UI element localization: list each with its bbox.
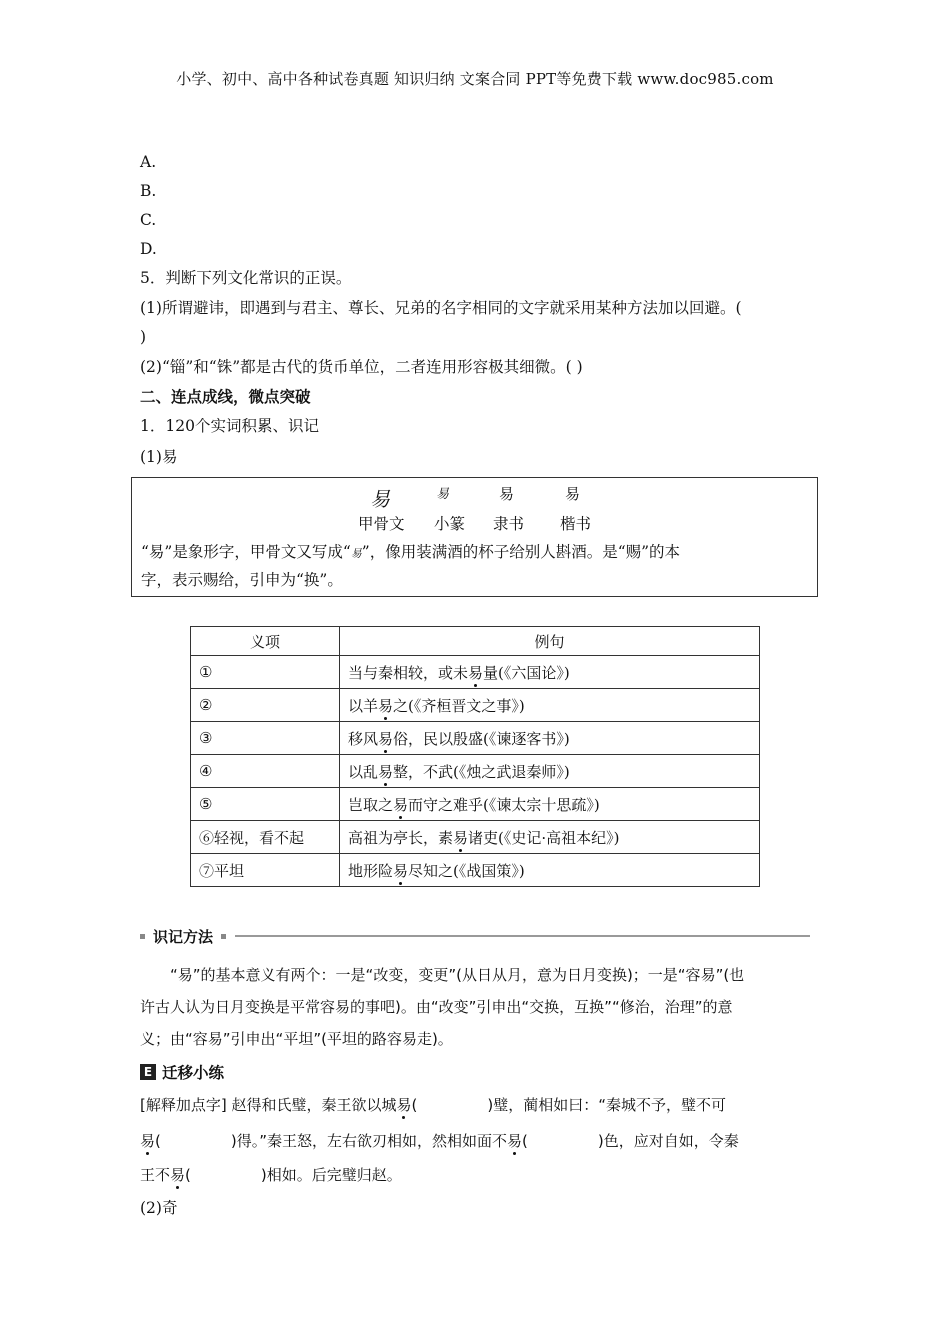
script-name-regular: 楷书 bbox=[560, 515, 592, 533]
next-character-label: (2)奇 bbox=[140, 1199, 178, 1217]
practice-line-3: 王不易( )相如。后完璧归赵。 bbox=[140, 1166, 402, 1184]
question-5-item-1-bracket: ) bbox=[140, 328, 147, 346]
example-cell: 岂取之易而守之难乎(《谏太宗十思疏》) bbox=[340, 788, 760, 821]
practice-line-2: 易( )得。”秦王怒，左右欲刃相如，然相如面不易( )色，应对自如，令秦 bbox=[140, 1132, 739, 1150]
meaning-cell: ① bbox=[191, 656, 340, 689]
meaning-cell: ③ bbox=[191, 722, 340, 755]
square-bullet-icon bbox=[140, 934, 145, 939]
table-header-row bbox=[191, 627, 760, 656]
regular-glyph: 易 bbox=[565, 485, 581, 503]
question-5-title: 5．判断下列文化常识的正误。 bbox=[140, 269, 352, 287]
practice-line-1: [解释加点字] 赵得和氏璧，秦王欲以城易( )璧，蔺相如曰：“秦城不予，璧不可 bbox=[140, 1096, 726, 1114]
example-cell: 移风易俗，民以殷盛(《谏逐客书》) bbox=[340, 722, 760, 755]
table-row bbox=[191, 722, 760, 755]
small-seal-glyph: 易 bbox=[436, 487, 450, 502]
question-5-item-1: (1)所谓避讳，即遇到与君主、尊长、兄弟的名字相同的文字就采用某种方法加以回避。( bbox=[140, 299, 742, 317]
section-heading: 二、连点成线，微点突破 bbox=[140, 388, 311, 406]
example-cell: 高祖为亭长，素易诸吏(《史记·高祖本纪》) bbox=[340, 821, 760, 854]
character-label: (1)易 bbox=[140, 448, 178, 466]
page-header: 小学、初中、高中各种试卷真题 知识归纳 文案合同 PPT等免费下载 www.doc985.com bbox=[176, 70, 774, 88]
example-cell: 以羊易之(《齐桓晋文之事》) bbox=[340, 689, 760, 722]
method-divider bbox=[235, 935, 810, 937]
option-d: D. bbox=[140, 240, 157, 258]
oracle-variant-glyph: 易 bbox=[350, 547, 362, 560]
etymology-text-line-2: 字，表示赐给，引申为“换”。 bbox=[141, 571, 343, 589]
meaning-cell: ④ bbox=[191, 755, 340, 788]
meaning-cell: ⑦平坦 bbox=[191, 854, 340, 887]
table-row bbox=[191, 854, 760, 887]
example-cell: 以乱易整，不武(《烛之武退秦师》) bbox=[340, 755, 760, 788]
meaning-table bbox=[190, 626, 760, 887]
example-cell: 地形险易尽知之(《战国策》) bbox=[340, 854, 760, 887]
table-row bbox=[191, 656, 760, 689]
table-row bbox=[191, 821, 760, 854]
option-c: C. bbox=[140, 211, 157, 229]
table-header-meaning: 义项 bbox=[191, 627, 340, 656]
subsection-heading: 1．120个实词积累、识记 bbox=[140, 417, 319, 435]
table-row bbox=[191, 689, 760, 722]
example-cell: 当与秦相较，或未易量(《六国论》) bbox=[340, 656, 760, 689]
method-paragraph-line-2: 许古人认为日月变换是平常容易的事吧)。由“改变”引申出“交换，互换”“修治，治理”的意 bbox=[140, 998, 733, 1016]
method-paragraph-line-1: “易”的基本意义有两个：一是“改变，变更”(从日从月，意为日月变换)；一是“容易”(也 bbox=[170, 966, 745, 984]
clerical-glyph: 易 bbox=[499, 485, 515, 503]
option-a: A. bbox=[140, 153, 157, 171]
method-paragraph-line-3: 义；由“容易”引申出“平坦”(平坦的路容易走)。 bbox=[140, 1030, 453, 1048]
table-row bbox=[191, 755, 760, 788]
script-name-clerical: 隶书 bbox=[493, 515, 525, 533]
meaning-cell: ⑥轻视，看不起 bbox=[191, 821, 340, 854]
option-b: B. bbox=[140, 182, 157, 200]
table-row bbox=[191, 788, 760, 821]
method-title: 识记方法 bbox=[140, 926, 226, 947]
question-5-item-2: (2)“锱”和“铢”都是古代的货币单位，二者连用形容极其细微。( ) bbox=[140, 358, 583, 376]
exercise-icon: E bbox=[140, 1064, 156, 1080]
practice-title: E 迁移小练 bbox=[140, 1061, 224, 1083]
table-header-example: 例句 bbox=[340, 627, 760, 656]
script-name-seal: 小篆 bbox=[434, 515, 466, 533]
meaning-cell: ② bbox=[191, 689, 340, 722]
meaning-cell: ⑤ bbox=[191, 788, 340, 821]
square-bullet-icon bbox=[221, 934, 226, 939]
script-name-oracle: 甲骨文 bbox=[358, 515, 405, 533]
oracle-bone-glyph: 易 bbox=[370, 487, 390, 511]
etymology-text-line-1: “易”是象形字，甲骨文又写成“易”，像用装满酒的杯子给别人斟酒。是“赐”的本 bbox=[141, 543, 681, 561]
